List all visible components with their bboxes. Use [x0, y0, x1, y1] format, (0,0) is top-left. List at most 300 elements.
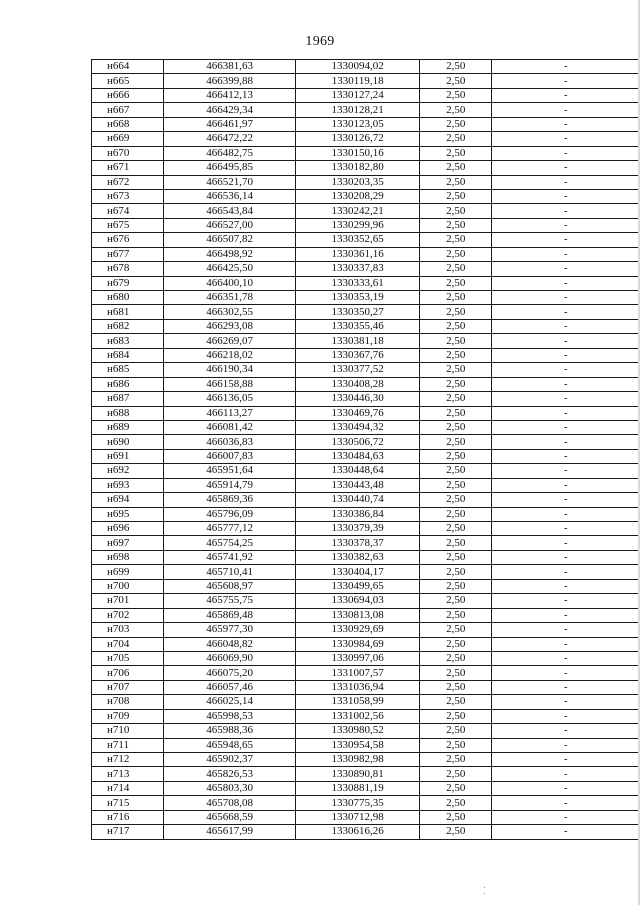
- y-coordinate-cell: 1330377,52: [296, 363, 420, 377]
- y-coordinate-cell: 1330123,05: [296, 117, 420, 131]
- point-id-cell: н681: [92, 305, 164, 319]
- x-coordinate-cell: 466536,14: [163, 189, 295, 203]
- x-coordinate-cell: 466472,22: [163, 132, 295, 146]
- table-row: [92, 348, 640, 362]
- y-coordinate-cell: 1331002,56: [296, 709, 420, 723]
- x-coordinate-cell: 466007,83: [163, 449, 295, 463]
- y-coordinate-cell: 1330616,26: [296, 825, 420, 839]
- page-number: 1969: [305, 34, 335, 49]
- note-cell: -: [492, 724, 640, 738]
- accuracy-cell: 2,50: [420, 60, 492, 74]
- table-row: [92, 175, 640, 189]
- y-coordinate-cell: 1330355,46: [296, 319, 420, 333]
- accuracy-cell: 2,50: [420, 550, 492, 564]
- accuracy-cell: 2,50: [420, 565, 492, 579]
- note-cell: -: [492, 680, 640, 694]
- y-coordinate-cell: 1330119,18: [296, 74, 420, 88]
- table-row: [92, 204, 640, 218]
- x-coordinate-cell: 466302,55: [163, 305, 295, 319]
- table-row: [92, 478, 640, 492]
- table-row: [92, 767, 640, 781]
- point-id-cell: н668: [92, 117, 164, 131]
- accuracy-cell: 2,50: [420, 319, 492, 333]
- note-cell: -: [492, 767, 640, 781]
- accuracy-cell: 2,50: [420, 117, 492, 131]
- table-row: [92, 651, 640, 665]
- y-coordinate-cell: 1330929,69: [296, 623, 420, 637]
- x-coordinate-cell: 466057,46: [163, 680, 295, 694]
- accuracy-cell: 2,50: [420, 493, 492, 507]
- note-cell: -: [492, 420, 640, 434]
- point-id-cell: н686: [92, 377, 164, 391]
- point-id-cell: н680: [92, 291, 164, 305]
- accuracy-cell: 2,50: [420, 363, 492, 377]
- note-cell: -: [492, 738, 640, 752]
- note-cell: -: [492, 810, 640, 824]
- accuracy-cell: 2,50: [420, 218, 492, 232]
- table-row: [92, 377, 640, 391]
- table-row: [92, 74, 640, 88]
- accuracy-cell: 2,50: [420, 88, 492, 102]
- table-row: [92, 825, 640, 839]
- table-row: [92, 60, 640, 74]
- table-row: [92, 709, 640, 723]
- point-id-cell: н664: [92, 60, 164, 74]
- note-cell: -: [492, 276, 640, 290]
- y-coordinate-cell: 1330150,16: [296, 146, 420, 160]
- x-coordinate-cell: 466081,42: [163, 420, 295, 434]
- x-coordinate-cell: 466025,14: [163, 695, 295, 709]
- x-coordinate-cell: 465668,59: [163, 810, 295, 824]
- y-coordinate-cell: 1331036,94: [296, 680, 420, 694]
- accuracy-cell: 2,50: [420, 161, 492, 175]
- point-id-cell: н702: [92, 608, 164, 622]
- accuracy-cell: 2,50: [420, 146, 492, 160]
- point-id-cell: н704: [92, 637, 164, 651]
- point-id-cell: н675: [92, 218, 164, 232]
- point-id-cell: н700: [92, 579, 164, 593]
- accuracy-cell: 2,50: [420, 666, 492, 680]
- y-coordinate-cell: 1331007,57: [296, 666, 420, 680]
- note-cell: -: [492, 262, 640, 276]
- table-row: [92, 247, 640, 261]
- y-coordinate-cell: 1330404,17: [296, 565, 420, 579]
- x-coordinate-cell: 466495,85: [163, 161, 295, 175]
- note-cell: -: [492, 305, 640, 319]
- y-coordinate-cell: 1330367,76: [296, 348, 420, 362]
- table-row: [92, 146, 640, 160]
- x-coordinate-cell: 465708,08: [163, 796, 295, 810]
- accuracy-cell: 2,50: [420, 695, 492, 709]
- accuracy-cell: 2,50: [420, 637, 492, 651]
- table-row: [92, 161, 640, 175]
- accuracy-cell: 2,50: [420, 608, 492, 622]
- note-cell: -: [492, 117, 640, 131]
- point-id-cell: н688: [92, 406, 164, 420]
- table-row: [92, 608, 640, 622]
- note-cell: -: [492, 74, 640, 88]
- table-row: [92, 132, 640, 146]
- y-coordinate-cell: 1330127,24: [296, 88, 420, 102]
- accuracy-cell: 2,50: [420, 204, 492, 218]
- accuracy-cell: 2,50: [420, 348, 492, 362]
- point-id-cell: н701: [92, 594, 164, 608]
- note-cell: -: [492, 406, 640, 420]
- table-row: [92, 695, 640, 709]
- y-coordinate-cell: 1330337,83: [296, 262, 420, 276]
- accuracy-cell: 2,50: [420, 247, 492, 261]
- table-row: [92, 493, 640, 507]
- y-coordinate-cell: 1330694,03: [296, 594, 420, 608]
- y-coordinate-cell: 1330299,96: [296, 218, 420, 232]
- x-coordinate-cell: 466158,88: [163, 377, 295, 391]
- x-coordinate-cell: 466527,00: [163, 218, 295, 232]
- point-id-cell: н710: [92, 724, 164, 738]
- x-coordinate-cell: 465869,36: [163, 493, 295, 507]
- point-id-cell: н685: [92, 363, 164, 377]
- accuracy-cell: 2,50: [420, 507, 492, 521]
- note-cell: -: [492, 146, 640, 160]
- y-coordinate-cell: 1330353,19: [296, 291, 420, 305]
- note-cell: -: [492, 377, 640, 391]
- point-id-cell: н711: [92, 738, 164, 752]
- coordinate-table-body: [92, 60, 640, 840]
- table-row: [92, 276, 640, 290]
- accuracy-cell: 2,50: [420, 651, 492, 665]
- accuracy-cell: 2,50: [420, 738, 492, 752]
- point-id-cell: н672: [92, 175, 164, 189]
- table-row: [92, 334, 640, 348]
- x-coordinate-cell: 466381,63: [163, 60, 295, 74]
- y-coordinate-cell: 1330448,64: [296, 464, 420, 478]
- note-cell: -: [492, 565, 640, 579]
- point-id-cell: н695: [92, 507, 164, 521]
- point-id-cell: н679: [92, 276, 164, 290]
- note-cell: -: [492, 319, 640, 333]
- y-coordinate-cell: 1330242,21: [296, 204, 420, 218]
- note-cell: -: [492, 348, 640, 362]
- note-cell: -: [492, 60, 640, 74]
- accuracy-cell: 2,50: [420, 781, 492, 795]
- x-coordinate-cell: 465754,25: [163, 536, 295, 550]
- point-id-cell: н667: [92, 103, 164, 117]
- accuracy-cell: 2,50: [420, 377, 492, 391]
- point-id-cell: н682: [92, 319, 164, 333]
- y-coordinate-cell: 1330881,19: [296, 781, 420, 795]
- point-id-cell: н707: [92, 680, 164, 694]
- point-id-cell: н684: [92, 348, 164, 362]
- note-cell: -: [492, 507, 640, 521]
- point-id-cell: н713: [92, 767, 164, 781]
- x-coordinate-cell: 466069,90: [163, 651, 295, 665]
- accuracy-cell: 2,50: [420, 709, 492, 723]
- y-coordinate-cell: 1330446,30: [296, 392, 420, 406]
- table-row: [92, 507, 640, 521]
- note-cell: -: [492, 161, 640, 175]
- x-coordinate-cell: 466507,82: [163, 233, 295, 247]
- accuracy-cell: 2,50: [420, 724, 492, 738]
- x-coordinate-cell: 465796,09: [163, 507, 295, 521]
- y-coordinate-cell: 1330382,63: [296, 550, 420, 564]
- note-cell: -: [492, 753, 640, 767]
- y-coordinate-cell: 1330443,48: [296, 478, 420, 492]
- note-cell: -: [492, 435, 640, 449]
- point-id-cell: н712: [92, 753, 164, 767]
- note-cell: -: [492, 218, 640, 232]
- point-id-cell: н697: [92, 536, 164, 550]
- x-coordinate-cell: 465710,41: [163, 565, 295, 579]
- table-row: [92, 305, 640, 319]
- table-row: [92, 262, 640, 276]
- table-row: [92, 319, 640, 333]
- y-coordinate-cell: 1330182,80: [296, 161, 420, 175]
- note-cell: -: [492, 550, 640, 564]
- x-coordinate-cell: 465902,37: [163, 753, 295, 767]
- table-row: [92, 88, 640, 102]
- point-id-cell: н692: [92, 464, 164, 478]
- accuracy-cell: 2,50: [420, 753, 492, 767]
- note-cell: -: [492, 175, 640, 189]
- table-row: [92, 579, 640, 593]
- x-coordinate-cell: 465914,79: [163, 478, 295, 492]
- table-row: [92, 233, 640, 247]
- table-row: [92, 117, 640, 131]
- x-coordinate-cell: 466269,07: [163, 334, 295, 348]
- accuracy-cell: 2,50: [420, 435, 492, 449]
- accuracy-cell: 2,50: [420, 810, 492, 824]
- accuracy-cell: 2,50: [420, 262, 492, 276]
- x-coordinate-cell: 466293,08: [163, 319, 295, 333]
- y-coordinate-cell: 1330484,63: [296, 449, 420, 463]
- x-coordinate-cell: 465869,48: [163, 608, 295, 622]
- x-coordinate-cell: 465608,97: [163, 579, 295, 593]
- note-cell: -: [492, 478, 640, 492]
- scan-speck: [484, 887, 485, 888]
- accuracy-cell: 2,50: [420, 74, 492, 88]
- x-coordinate-cell: 465951,64: [163, 464, 295, 478]
- y-coordinate-cell: 1330126,72: [296, 132, 420, 146]
- x-coordinate-cell: 465617,99: [163, 825, 295, 839]
- note-cell: -: [492, 579, 640, 593]
- note-cell: -: [492, 536, 640, 550]
- point-id-cell: н673: [92, 189, 164, 203]
- y-coordinate-cell: 1330094,02: [296, 60, 420, 74]
- y-coordinate-cell: 1330813,08: [296, 608, 420, 622]
- accuracy-cell: 2,50: [420, 392, 492, 406]
- y-coordinate-cell: 1330386,84: [296, 507, 420, 521]
- accuracy-cell: 2,50: [420, 276, 492, 290]
- x-coordinate-cell: 466521,70: [163, 175, 295, 189]
- note-cell: -: [492, 334, 640, 348]
- accuracy-cell: 2,50: [420, 103, 492, 117]
- x-coordinate-cell: 466036,83: [163, 435, 295, 449]
- note-cell: -: [492, 825, 640, 839]
- point-id-cell: н666: [92, 88, 164, 102]
- point-id-cell: н691: [92, 449, 164, 463]
- x-coordinate-cell: 466218,02: [163, 348, 295, 362]
- y-coordinate-cell: 1330379,39: [296, 522, 420, 536]
- note-cell: -: [492, 637, 640, 651]
- table-row: [92, 623, 640, 637]
- point-id-cell: н715: [92, 796, 164, 810]
- point-id-cell: н706: [92, 666, 164, 680]
- point-id-cell: н676: [92, 233, 164, 247]
- y-coordinate-cell: 1330494,32: [296, 420, 420, 434]
- table-row: [92, 637, 640, 651]
- x-coordinate-cell: 465988,36: [163, 724, 295, 738]
- note-cell: -: [492, 233, 640, 247]
- table-row: [92, 781, 640, 795]
- note-cell: -: [492, 88, 640, 102]
- accuracy-cell: 2,50: [420, 175, 492, 189]
- accuracy-cell: 2,50: [420, 623, 492, 637]
- table-row: [92, 796, 640, 810]
- point-id-cell: н689: [92, 420, 164, 434]
- x-coordinate-cell: 465741,92: [163, 550, 295, 564]
- scan-speck: [484, 893, 485, 894]
- table-row: [92, 189, 640, 203]
- table-row: [92, 103, 640, 117]
- accuracy-cell: 2,50: [420, 334, 492, 348]
- y-coordinate-cell: 1330712,98: [296, 810, 420, 824]
- table-row: [92, 565, 640, 579]
- table-row: [92, 363, 640, 377]
- point-id-cell: н705: [92, 651, 164, 665]
- coordinate-table: [91, 59, 640, 840]
- x-coordinate-cell: 466461,97: [163, 117, 295, 131]
- note-cell: -: [492, 709, 640, 723]
- accuracy-cell: 2,50: [420, 796, 492, 810]
- table-row: [92, 420, 640, 434]
- table-row: [92, 536, 640, 550]
- y-coordinate-cell: 1330506,72: [296, 435, 420, 449]
- x-coordinate-cell: 466113,27: [163, 406, 295, 420]
- note-cell: -: [492, 363, 640, 377]
- y-coordinate-cell: 1330333,61: [296, 276, 420, 290]
- table-row: [92, 738, 640, 752]
- x-coordinate-cell: 466048,82: [163, 637, 295, 651]
- accuracy-cell: 2,50: [420, 449, 492, 463]
- accuracy-cell: 2,50: [420, 594, 492, 608]
- x-coordinate-cell: 465755,75: [163, 594, 295, 608]
- note-cell: -: [492, 392, 640, 406]
- note-cell: -: [492, 796, 640, 810]
- y-coordinate-cell: 1330378,37: [296, 536, 420, 550]
- table-row: [92, 680, 640, 694]
- table-row: [92, 810, 640, 824]
- y-coordinate-cell: 1330440,74: [296, 493, 420, 507]
- point-id-cell: н677: [92, 247, 164, 261]
- point-id-cell: н693: [92, 478, 164, 492]
- y-coordinate-cell: 1330775,35: [296, 796, 420, 810]
- y-coordinate-cell: 1330499,65: [296, 579, 420, 593]
- x-coordinate-cell: 465998,53: [163, 709, 295, 723]
- table-row: [92, 666, 640, 680]
- x-coordinate-cell: 465977,30: [163, 623, 295, 637]
- note-cell: -: [492, 464, 640, 478]
- point-id-cell: н690: [92, 435, 164, 449]
- point-id-cell: н669: [92, 132, 164, 146]
- table-row: [92, 522, 640, 536]
- point-id-cell: н687: [92, 392, 164, 406]
- note-cell: -: [492, 247, 640, 261]
- note-cell: -: [492, 781, 640, 795]
- y-coordinate-cell: 1330350,27: [296, 305, 420, 319]
- y-coordinate-cell: 1330128,21: [296, 103, 420, 117]
- point-id-cell: н670: [92, 146, 164, 160]
- y-coordinate-cell: 1330980,52: [296, 724, 420, 738]
- accuracy-cell: 2,50: [420, 132, 492, 146]
- table-row: [92, 449, 640, 463]
- x-coordinate-cell: 466075,20: [163, 666, 295, 680]
- y-coordinate-cell: 1330984,69: [296, 637, 420, 651]
- y-coordinate-cell: 1330469,76: [296, 406, 420, 420]
- x-coordinate-cell: 466351,78: [163, 291, 295, 305]
- table-row: [92, 550, 640, 564]
- note-cell: -: [492, 608, 640, 622]
- accuracy-cell: 2,50: [420, 478, 492, 492]
- note-cell: -: [492, 291, 640, 305]
- accuracy-cell: 2,50: [420, 189, 492, 203]
- note-cell: -: [492, 189, 640, 203]
- note-cell: -: [492, 204, 640, 218]
- point-id-cell: н717: [92, 825, 164, 839]
- y-coordinate-cell: 1330997,06: [296, 651, 420, 665]
- note-cell: -: [492, 666, 640, 680]
- accuracy-cell: 2,50: [420, 680, 492, 694]
- x-coordinate-cell: 466136,05: [163, 392, 295, 406]
- table-row: [92, 218, 640, 232]
- y-coordinate-cell: 1330408,28: [296, 377, 420, 391]
- accuracy-cell: 2,50: [420, 420, 492, 434]
- note-cell: -: [492, 651, 640, 665]
- table-row: [92, 392, 640, 406]
- table-row: [92, 291, 640, 305]
- y-coordinate-cell: 1330203,35: [296, 175, 420, 189]
- accuracy-cell: 2,50: [420, 579, 492, 593]
- y-coordinate-cell: 1330208,29: [296, 189, 420, 203]
- point-id-cell: н665: [92, 74, 164, 88]
- x-coordinate-cell: 465826,53: [163, 767, 295, 781]
- x-coordinate-cell: 466399,88: [163, 74, 295, 88]
- x-coordinate-cell: 465948,65: [163, 738, 295, 752]
- point-id-cell: н714: [92, 781, 164, 795]
- point-id-cell: н709: [92, 709, 164, 723]
- x-coordinate-cell: 466543,84: [163, 204, 295, 218]
- note-cell: -: [492, 493, 640, 507]
- point-id-cell: н671: [92, 161, 164, 175]
- table-row: [92, 724, 640, 738]
- accuracy-cell: 2,50: [420, 522, 492, 536]
- table-row: [92, 464, 640, 478]
- y-coordinate-cell: 1330361,16: [296, 247, 420, 261]
- table-row: [92, 753, 640, 767]
- x-coordinate-cell: 466482,75: [163, 146, 295, 160]
- x-coordinate-cell: 465803,30: [163, 781, 295, 795]
- note-cell: -: [492, 695, 640, 709]
- note-cell: -: [492, 132, 640, 146]
- table-row: [92, 435, 640, 449]
- point-id-cell: н674: [92, 204, 164, 218]
- accuracy-cell: 2,50: [420, 291, 492, 305]
- point-id-cell: н678: [92, 262, 164, 276]
- note-cell: -: [492, 103, 640, 117]
- note-cell: -: [492, 522, 640, 536]
- x-coordinate-cell: 466412,13: [163, 88, 295, 102]
- point-id-cell: н694: [92, 493, 164, 507]
- point-id-cell: н696: [92, 522, 164, 536]
- note-cell: -: [492, 594, 640, 608]
